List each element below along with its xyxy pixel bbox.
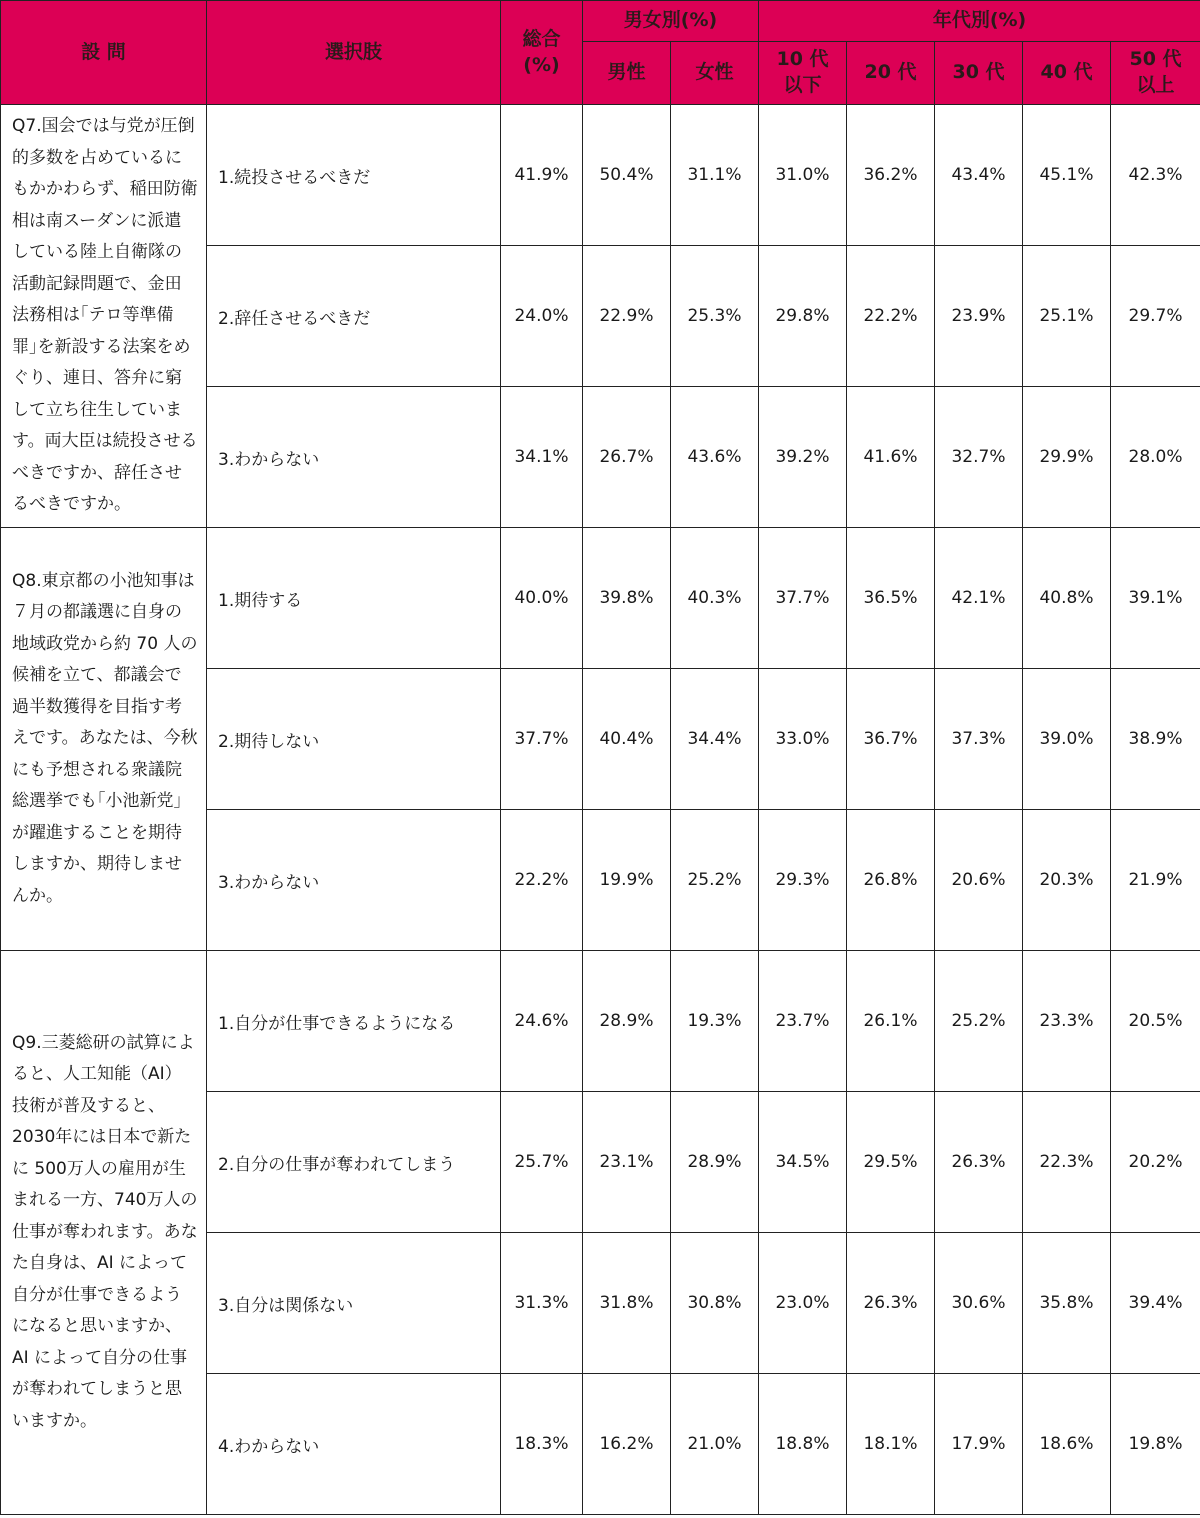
percentage-cell: 22.9%: [583, 246, 671, 387]
percentage-cell: 40.0%: [501, 528, 583, 669]
percentage-cell: 39.0%: [1023, 669, 1111, 810]
percentage-cell: 28.0%: [1111, 387, 1200, 528]
percentage-cell: 20.6%: [935, 810, 1023, 951]
percentage-cell: 25.2%: [935, 951, 1023, 1092]
percentage-cell: 39.8%: [583, 528, 671, 669]
header-age-20: 20 代: [847, 42, 935, 105]
header-age-10-line2: 以下: [783, 74, 822, 96]
header-total-label: 総合: [522, 27, 561, 50]
percentage-cell: 29.8%: [759, 246, 847, 387]
percentage-cell: 39.1%: [1111, 528, 1200, 669]
header-male: 男性: [583, 42, 671, 105]
option-label: 1.期待する: [207, 528, 501, 669]
percentage-cell: 28.9%: [671, 1092, 759, 1233]
percentage-cell: 22.2%: [501, 810, 583, 951]
percentage-cell: 30.6%: [935, 1233, 1023, 1374]
percentage-cell: 25.2%: [671, 810, 759, 951]
percentage-cell: 19.3%: [671, 951, 759, 1092]
percentage-cell: 43.6%: [671, 387, 759, 528]
header-total: [501, 1, 583, 105]
percentage-cell: 16.2%: [583, 1374, 671, 1515]
header-age-50: [1111, 42, 1200, 105]
percentage-cell: 23.9%: [935, 246, 1023, 387]
percentage-cell: 19.8%: [1111, 1374, 1200, 1515]
percentage-cell: 26.1%: [847, 951, 935, 1092]
percentage-cell: 34.5%: [759, 1092, 847, 1233]
percentage-cell: 37.7%: [759, 528, 847, 669]
percentage-cell: 23.0%: [759, 1233, 847, 1374]
header-option: 選択肢: [207, 1, 501, 105]
percentage-cell: 50.4%: [583, 105, 671, 246]
percentage-cell: 29.9%: [1023, 387, 1111, 528]
percentage-cell: 22.3%: [1023, 1092, 1111, 1233]
percentage-cell: 36.5%: [847, 528, 935, 669]
percentage-cell: 39.4%: [1111, 1233, 1200, 1374]
percentage-cell: 24.6%: [501, 951, 583, 1092]
percentage-cell: 26.3%: [935, 1092, 1023, 1233]
table-row: [1, 951, 1200, 1092]
option-label: 1.続投させるべきだ: [207, 105, 501, 246]
percentage-cell: 18.1%: [847, 1374, 935, 1515]
option-label: 3.自分は関係ない: [207, 1233, 501, 1374]
header-age-40: 40 代: [1023, 42, 1111, 105]
percentage-cell: 26.3%: [847, 1233, 935, 1374]
option-label: 1.自分が仕事できるようになる: [207, 951, 501, 1092]
header-gender-group: 男女別(%): [583, 1, 759, 42]
percentage-cell: 34.1%: [501, 387, 583, 528]
percentage-cell: 45.1%: [1023, 105, 1111, 246]
percentage-cell: 43.4%: [935, 105, 1023, 246]
percentage-cell: 37.7%: [501, 669, 583, 810]
header-female: 女性: [671, 42, 759, 105]
option-label: 3.わからない: [207, 810, 501, 951]
percentage-cell: 25.7%: [501, 1092, 583, 1233]
percentage-cell: 29.3%: [759, 810, 847, 951]
percentage-cell: 28.9%: [583, 951, 671, 1092]
table-row: [1, 528, 1200, 669]
percentage-cell: 20.5%: [1111, 951, 1200, 1092]
header-total-unit: (%): [523, 53, 560, 76]
percentage-cell: 18.3%: [501, 1374, 583, 1515]
percentage-cell: 32.7%: [935, 387, 1023, 528]
option-label: 2.自分の仕事が奪われてしまう: [207, 1092, 501, 1233]
percentage-cell: 23.7%: [759, 951, 847, 1092]
header-age-30: 30 代: [935, 42, 1023, 105]
percentage-cell: 42.3%: [1111, 105, 1200, 246]
percentage-cell: 31.3%: [501, 1233, 583, 1374]
header-question: 設 問: [1, 1, 207, 105]
percentage-cell: 20.3%: [1023, 810, 1111, 951]
percentage-cell: 42.1%: [935, 528, 1023, 669]
percentage-cell: 26.7%: [583, 387, 671, 528]
percentage-cell: 31.8%: [583, 1233, 671, 1374]
percentage-cell: 23.3%: [1023, 951, 1111, 1092]
percentage-cell: 41.6%: [847, 387, 935, 528]
percentage-cell: 36.2%: [847, 105, 935, 246]
percentage-cell: 38.9%: [1111, 669, 1200, 810]
table-body: [1, 105, 1200, 1515]
percentage-cell: 29.7%: [1111, 246, 1200, 387]
percentage-cell: 40.8%: [1023, 528, 1111, 669]
percentage-cell: 31.0%: [759, 105, 847, 246]
percentage-cell: 29.5%: [847, 1092, 935, 1233]
percentage-cell: 23.1%: [583, 1092, 671, 1233]
percentage-cell: 22.2%: [847, 246, 935, 387]
option-label: 3.わからない: [207, 387, 501, 528]
percentage-cell: 34.4%: [671, 669, 759, 810]
header-age-10: [759, 42, 847, 105]
percentage-cell: 17.9%: [935, 1374, 1023, 1515]
header-age-group: 年代別(%): [759, 1, 1200, 42]
percentage-cell: 30.8%: [671, 1233, 759, 1374]
percentage-cell: 25.1%: [1023, 246, 1111, 387]
percentage-cell: 36.7%: [847, 669, 935, 810]
percentage-cell: 25.3%: [671, 246, 759, 387]
header-age-50-line1: 50 代: [1129, 48, 1182, 71]
percentage-cell: 21.0%: [671, 1374, 759, 1515]
option-label: 4.わからない: [207, 1374, 501, 1515]
percentage-cell: 20.2%: [1111, 1092, 1200, 1233]
header-age-50-line2: 以上: [1136, 74, 1175, 96]
percentage-cell: 33.0%: [759, 669, 847, 810]
percentage-cell: 35.8%: [1023, 1233, 1111, 1374]
percentage-cell: 24.0%: [501, 246, 583, 387]
percentage-cell: 19.9%: [583, 810, 671, 951]
percentage-cell: 18.8%: [759, 1374, 847, 1515]
percentage-cell: 37.3%: [935, 669, 1023, 810]
question-text: Q9.三菱総研の試算によると、人工知能（AI）技術が普及すると、2030年には日本で新たに 500万人の雇用が生まれる一方、740万人の仕事が奪われます。あなた自身は、AI によって自分が仕事できるようになると思いますか、AI によって自分の仕事が奪われてしまうと思いますか。: [1, 951, 207, 1515]
option-label: 2.辞任させるべきだ: [207, 246, 501, 387]
question-text: Q8.東京都の小池知事は７月の都議選に自身の地域政党から約 70 人の候補を立て、都議会で過半数獲得を目指す考えです。あなたは、今秋にも予想される衆議院総選挙でも｢小池新党｣が躍進することを期待しますか、期待しませんか。: [1, 528, 207, 951]
question-text: Q7.国会では与党が圧倒的多数を占めているにもかかわらず、稲田防衛相は南スーダンに派遣している陸上自衛隊の活動記録問題で、金田法務相は｢テロ等準備罪｣を新設する法案をめぐり、連日、答弁に窮して立ち往生しています。両大臣は続投させるべきですか、辞任させるべきですか。: [1, 105, 207, 528]
percentage-cell: 41.9%: [501, 105, 583, 246]
percentage-cell: 26.8%: [847, 810, 935, 951]
percentage-cell: 21.9%: [1111, 810, 1200, 951]
percentage-cell: 31.1%: [671, 105, 759, 246]
percentage-cell: 39.2%: [759, 387, 847, 528]
percentage-cell: 40.3%: [671, 528, 759, 669]
percentage-cell: 18.6%: [1023, 1374, 1111, 1515]
percentage-cell: 40.4%: [583, 669, 671, 810]
option-label: 2.期待しない: [207, 669, 501, 810]
header-age-10-line1: 10 代: [776, 48, 829, 71]
table-header: [1, 1, 1200, 105]
table-row: [1, 105, 1200, 246]
